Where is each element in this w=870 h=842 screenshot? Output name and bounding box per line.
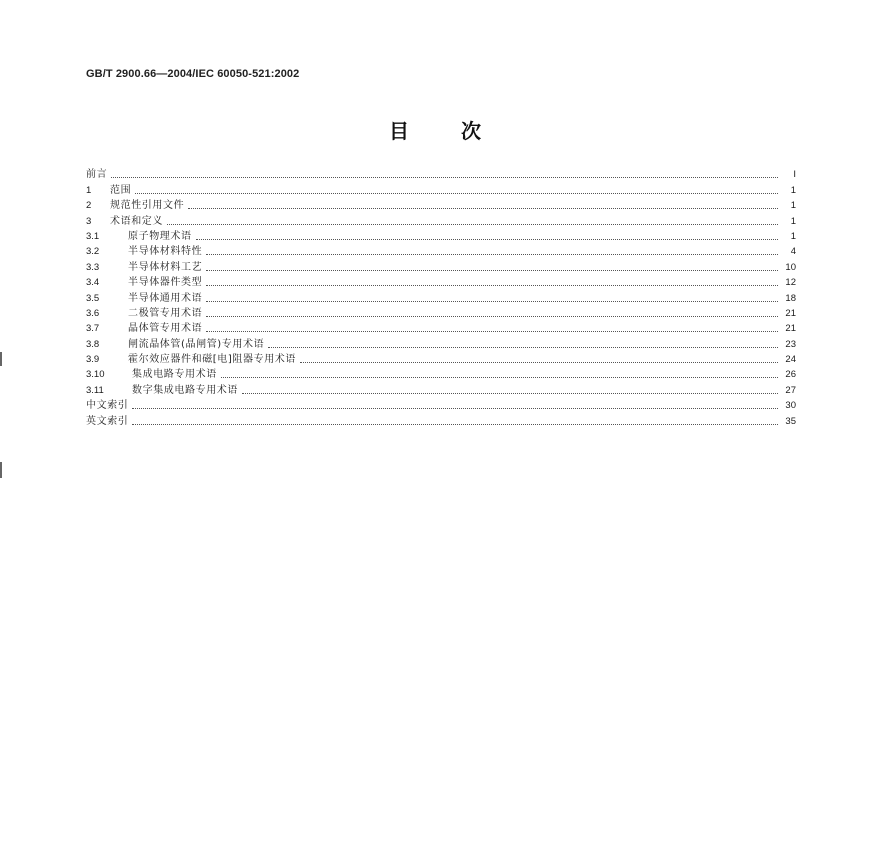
toc-entry: [86, 381, 796, 396]
toc-entry-number: 3.1: [86, 230, 100, 242]
dot-leader: [206, 330, 778, 332]
toc-entry-page: 23: [785, 338, 796, 350]
dot-leader: [206, 253, 778, 255]
dot-leader: [300, 361, 778, 363]
toc-entry-number: 3.10: [86, 369, 105, 381]
toc-entry-number: 3.8: [86, 338, 100, 350]
toc-entry-label: 规范性引用文件: [110, 200, 185, 212]
dot-leader: [268, 346, 778, 348]
toc-entry-number: 3.3: [86, 261, 100, 273]
toc-entry-label: 半导体器件类型: [128, 277, 203, 289]
toc-entry-page: 24: [785, 354, 796, 366]
toc-entry-label: 半导体材料工艺: [128, 261, 203, 273]
toc-entry-number: 3.2: [86, 246, 100, 258]
page-title: [0, 115, 870, 144]
toc-entry: [86, 228, 796, 243]
standard-number: GB/T 2900.66—2004/IEC 60050-521:2002: [86, 68, 300, 80]
toc-entry-label: 英文索引: [86, 415, 129, 427]
toc-entry-page: 18: [785, 292, 796, 304]
dot-leader: [206, 300, 778, 302]
toc-entry-page: 4: [790, 246, 796, 258]
toc-entry-number: 3.11: [86, 384, 104, 396]
toc-entry-number: 3.9: [86, 354, 100, 366]
toc-entry-page: 35: [785, 415, 796, 427]
toc-entry-label: 霍尔效应器件和磁[电]阻器专用术语: [128, 354, 297, 366]
toc-entry: [86, 212, 796, 227]
toc-entry-label: 半导体通用术语: [128, 292, 203, 304]
toc-entry: [86, 258, 796, 273]
dot-leader: [221, 376, 778, 378]
dot-leader: [206, 269, 778, 271]
dot-leader: [135, 192, 778, 194]
dot-leader: [167, 223, 778, 225]
dot-leader: [111, 176, 778, 178]
toc-entry-page: 1: [790, 200, 796, 212]
toc-entry-page: 26: [785, 369, 796, 381]
toc-entry-page: I: [793, 169, 796, 181]
dot-leader: [188, 207, 778, 209]
toc-entry: [86, 366, 796, 381]
toc-entry-label: 二极管专用术语: [128, 307, 203, 319]
toc-entry: [86, 243, 796, 258]
toc-entry-label: 晶体管专用术语: [128, 323, 203, 335]
table-of-contents: [86, 166, 796, 428]
toc-entry: [86, 305, 796, 320]
scan-edge-mark: [0, 352, 2, 366]
toc-entry-label: 前言: [86, 169, 108, 181]
toc-entry-label: 术语和定义: [110, 215, 163, 227]
toc-entry-page: 21: [785, 307, 796, 319]
toc-entry-page: 30: [785, 400, 796, 412]
dot-leader: [206, 315, 778, 317]
toc-entry-label: 半导体材料特性: [128, 246, 203, 258]
title-char-1: 目: [389, 119, 409, 143]
scan-edge-mark: [0, 462, 2, 478]
toc-entry-label: 闸流晶体管(晶闸管)专用术语: [128, 338, 265, 350]
toc-entry-page: 1: [790, 184, 796, 196]
toc-entry: [86, 166, 796, 181]
toc-entry-page: 12: [785, 277, 796, 289]
toc-entry-page: 27: [785, 384, 796, 396]
toc-entry: [86, 181, 796, 196]
toc-entry-number: 3.5: [86, 292, 100, 304]
toc-entry-label: 数字集成电路专用术语: [132, 384, 238, 396]
dot-leader: [132, 407, 778, 409]
toc-entry-page: 21: [785, 323, 796, 335]
toc-entry-number: 3.6: [86, 307, 100, 319]
dot-leader: [206, 284, 778, 286]
toc-entry-label: 范围: [110, 184, 132, 196]
dot-leader: [132, 423, 778, 425]
toc-entry-page: 10: [785, 261, 796, 273]
toc-entry-number: 3: [86, 215, 92, 227]
toc-entry-page: 1: [790, 230, 796, 242]
toc-entry-page: 1: [790, 215, 796, 227]
dot-leader: [242, 392, 778, 394]
toc-entry: [86, 351, 796, 366]
toc-entry-label: 集成电路专用术语: [132, 369, 217, 381]
dot-leader: [196, 238, 778, 240]
title-char-2: 次: [461, 119, 481, 143]
toc-entry: [86, 289, 796, 304]
toc-entry-number: 3.4: [86, 277, 100, 289]
toc-entry-number: 3.7: [86, 323, 100, 335]
toc-entry: [86, 320, 796, 335]
toc-entry: [86, 335, 796, 350]
toc-entry: [86, 412, 796, 427]
toc-entry-label: 原子物理术语: [128, 230, 192, 242]
toc-entry: [86, 274, 796, 289]
toc-entry: [86, 197, 796, 212]
toc-entry-number: 2: [86, 200, 92, 212]
toc-entry-label: 中文索引: [86, 400, 129, 412]
toc-entry-number: 1: [86, 184, 92, 196]
toc-entry: [86, 397, 796, 412]
